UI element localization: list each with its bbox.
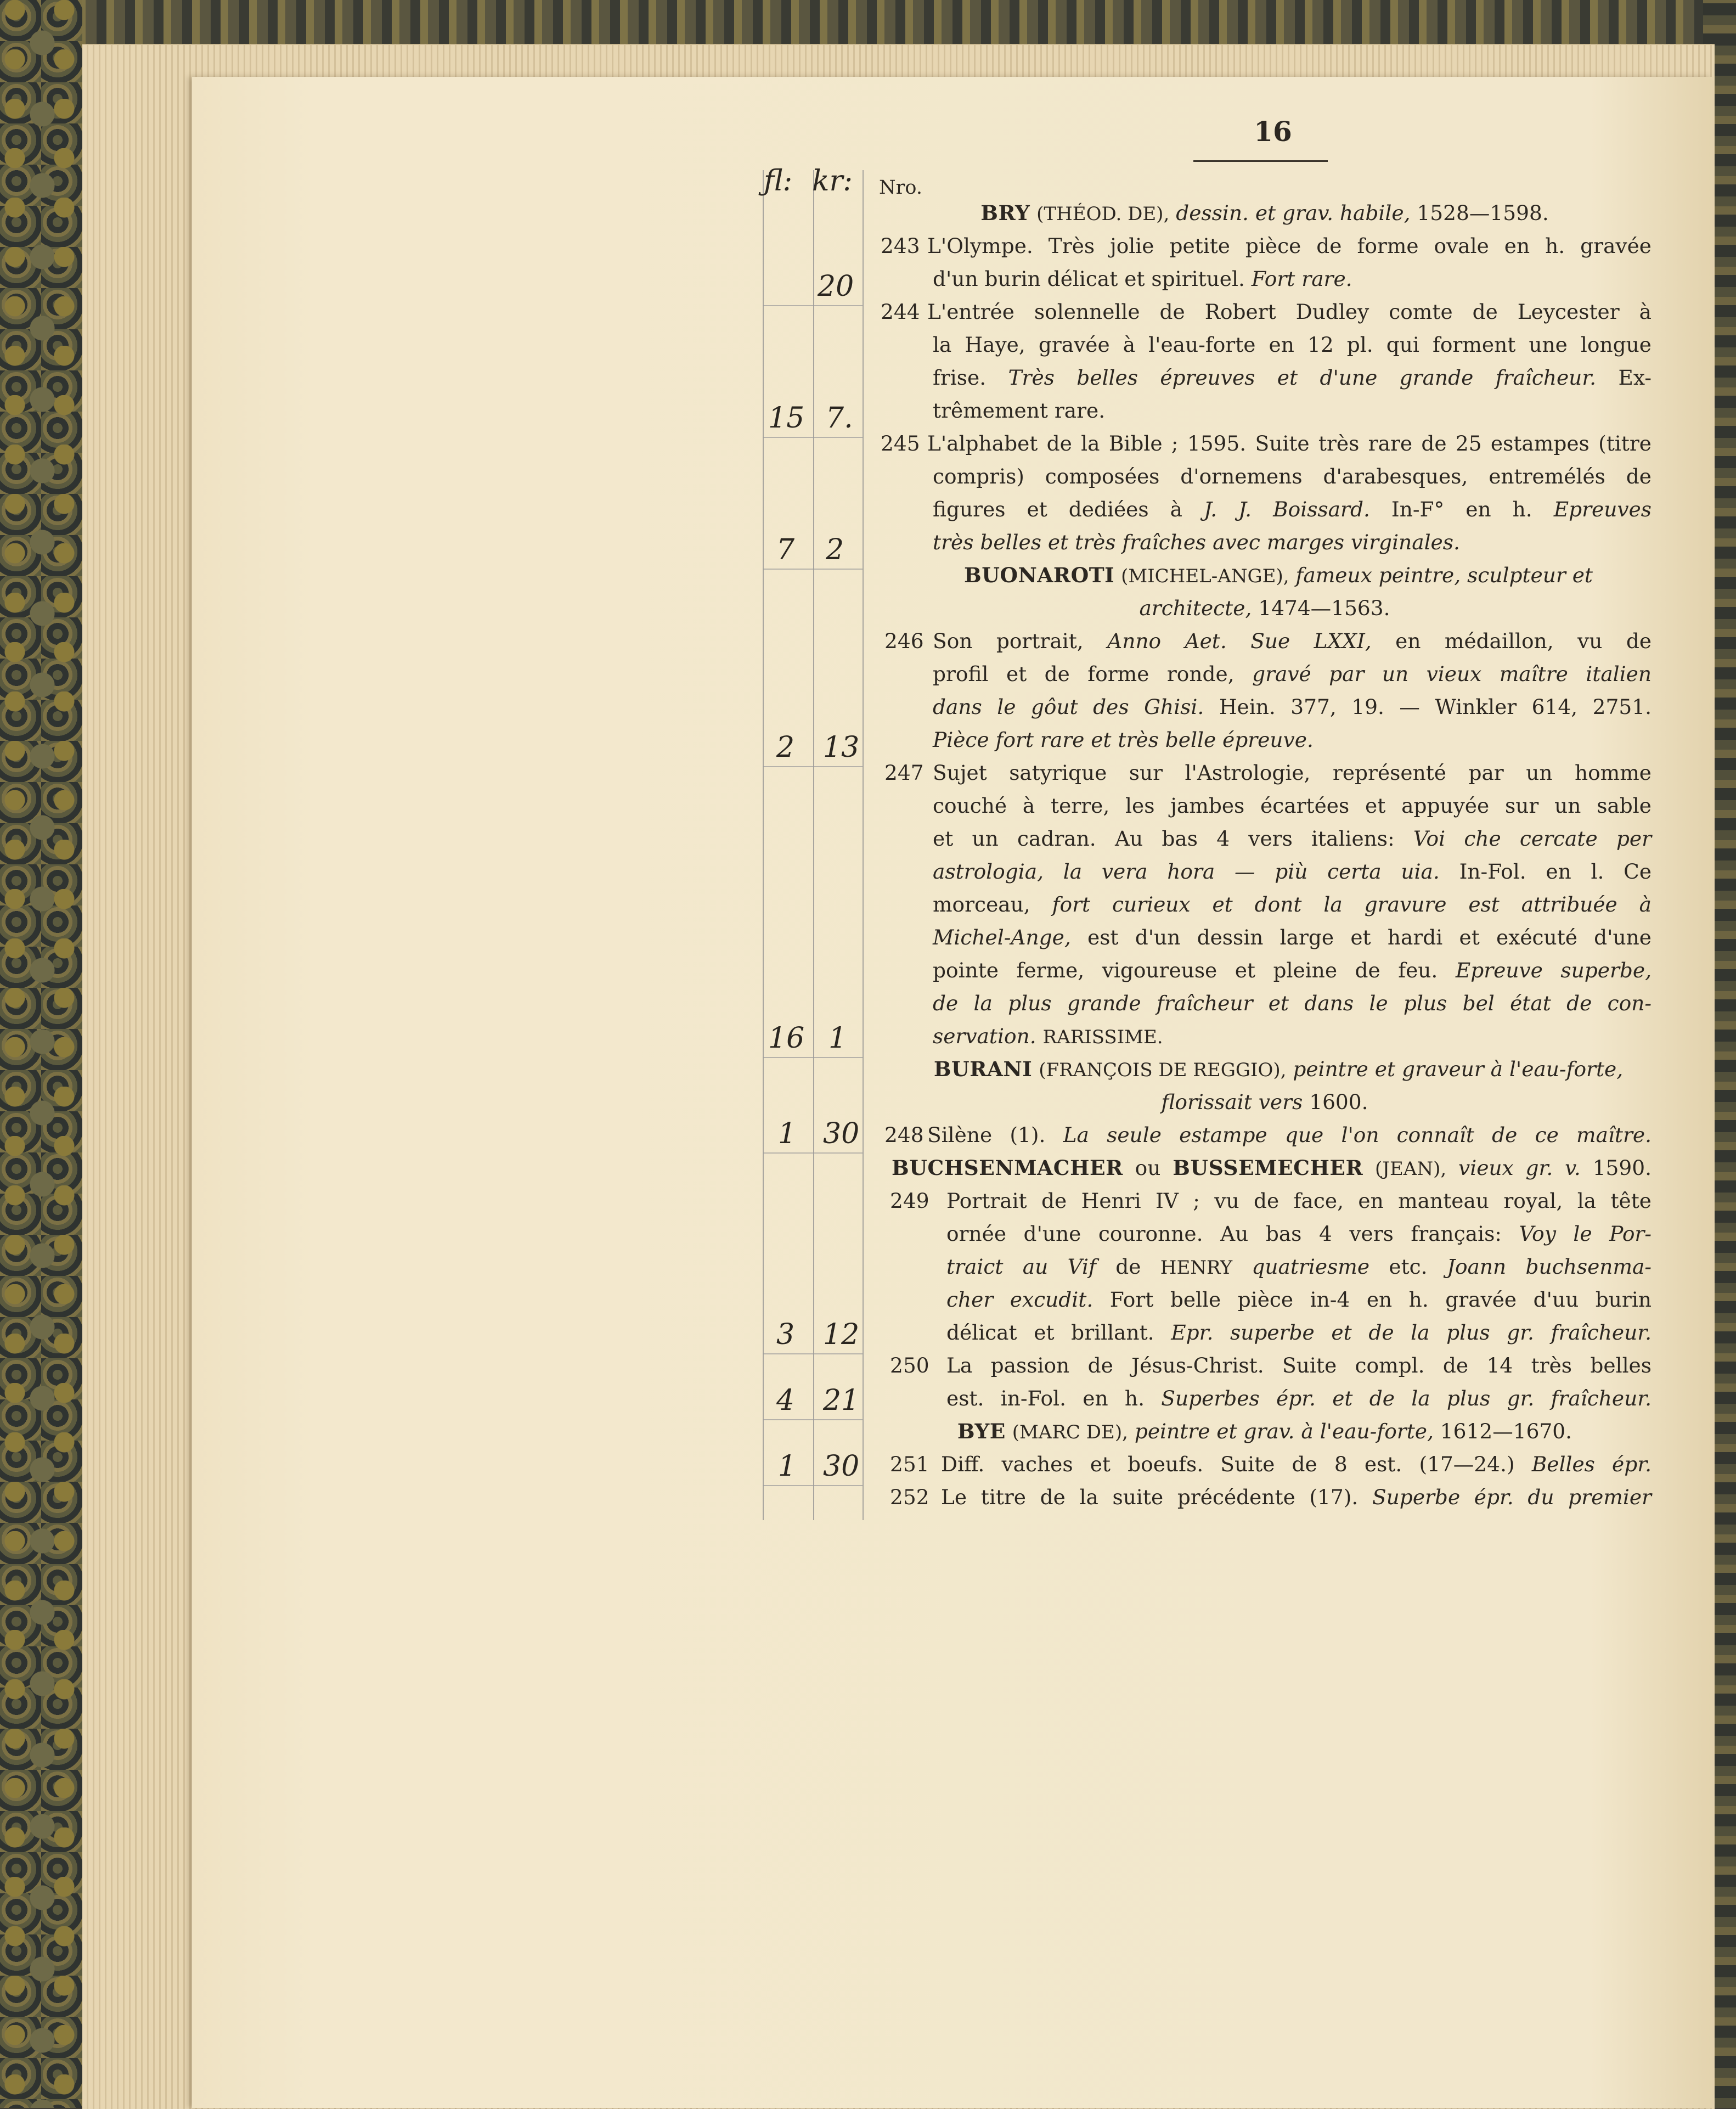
lot-line: profil et de forme ronde, gravé par un vieux maître italien [933,662,1652,686]
ledger-rule [763,569,863,570]
lot-line: et un cadran. Au bas 4 vers italiens: Voi che cercate per [933,826,1652,851]
lot-line: Le titre de la suite précédente (17). Superbe épr. du premier [941,1485,1652,1509]
price-florins: 1 [778,1117,797,1150]
book-cover-marbled-top [0,0,1736,49]
column-rule-left [763,170,764,1520]
artist-heading-buchsenmacher: BUCHSENMACHER ou BUSSEMECHER (JEAN), vieux gr. v. 1590. [892,1156,1652,1180]
lot-number: 247 [884,761,924,785]
artist-heading-buonaroti-cont: architecte, 1474—1563. [1139,596,1390,620]
lot-number: 244 [881,300,920,324]
price-kreuzer: 1 [828,1022,847,1055]
lot-line: Son portrait, Anno Aet. Sue LXXI, en médaillon, vu de [933,629,1652,653]
lot-number: 248 [884,1123,924,1147]
column-rule-right [863,170,864,1520]
lot-line: Sujet satyrique sur l'Astrologie, représenté par un homme [933,761,1652,785]
lot-line: Diff. vaches et boeufs. Suite de 8 est. (17—24.) Belles épr. [941,1452,1652,1476]
price-kreuzer: 13 [823,731,860,764]
lot-line: La passion de Jésus-Christ. Suite compl. de 14 très belles [946,1353,1652,1377]
lot-number: 246 [884,629,924,653]
nro-column-header: Nro. [879,177,922,199]
lot-line: très belles et très fraîches avec marges virginales. [933,530,1460,554]
ledger-rule [763,437,863,438]
price-kreuzer: 21 [823,1384,860,1417]
lot-line: compris) composées d'ornemens d'arabesques, entremélés de [933,464,1652,488]
lot-line: ornée d'une couronne. Au bas 4 vers français: Voy le Por- [946,1222,1652,1246]
page-number: 16 [1254,115,1292,148]
artist-heading-buonaroti: BUONAROTI (MICHEL-ANGE), fameux peintre, sculpteur et [964,563,1593,587]
lot-line: L'alphabet de la Bible ; 1595. Suite très rare de 25 estampes (titre [927,431,1652,455]
artist-heading-burani: BURANI (FRANÇOIS DE REGGIO), peintre et graveur à l'eau-forte, [933,1057,1624,1081]
lot-number: 243 [881,234,920,258]
lot-line: la Haye, gravée à l'eau-forte en 12 pl. qui forment une longue [933,333,1652,357]
lot-line: couché à terre, les jambes écartées et appuyée sur un sable [933,794,1652,818]
lot-line: cher excudit. Fort belle pièce in-4 en h. gravée d'uu burin [946,1287,1652,1312]
price-florins: 16 [768,1022,805,1055]
price-florins: 15 [768,402,805,435]
lot-line: dans le gôut des Ghisi. Hein. 377, 19. — Winkler 614, 2751. [933,695,1652,719]
price-kreuzer: 7. [826,402,853,435]
lot-line: trêmement rare. [933,398,1106,423]
lot-line: Portrait de Henri IV ; vu de face, en manteau royal, la tête [946,1189,1652,1213]
lot-line: L'Olympe. Très jolie petite pièce de forme ovale en h. gravée [927,234,1652,258]
price-florins: 4 [776,1384,795,1417]
lot-line: Pièce fort rare et très belle épreuve. [933,728,1314,752]
lot-line: morceau, fort curieux et dont la gravure est attribuée à [933,892,1652,916]
price-kreuzer: 20 [818,270,854,303]
lot-number: 251 [890,1452,929,1476]
artist-heading-bry: BRY (THÉOD. DE), dessin. et grav. habile, 1528—1598. [980,201,1549,225]
lot-line: traict au Vif de HENRY quatriesme etc. Joann buchsenma- [946,1255,1652,1279]
lot-line: de la plus grande fraîcheur et dans le plus bel état de con- [933,991,1652,1015]
lot-line: d'un burin délicat et spirituel. Fort rare. [933,267,1352,291]
lot-line: délicat et brillant. Epr. superbe et de la plus gr. fraîcheur. [946,1320,1652,1345]
price-florins: 1 [778,1450,797,1483]
lot-line: L'entrée solennelle de Robert Dudley comte de Leycester à [927,300,1652,324]
price-florins: 7 [776,533,795,566]
lot-line: Silène (1). La seule estampe que l'on connaît de ce maître. [927,1123,1652,1147]
lot-line: figures et dediées à J. J. Boissard. In-F° en h. Epreuves [933,497,1652,521]
lot-line: frise. Très belles épreuves et d'une grande fraîcheur. Ex- [933,365,1652,390]
price-kreuzer: 30 [823,1117,860,1150]
artist-heading-bye: BYE (MARC DE), peintre et grav. à l'eau-forte, 1612—1670. [957,1419,1572,1443]
price-kreuzer: 2 [826,533,844,566]
artist-heading-burani-cont: florissait vers 1600. [1161,1090,1368,1114]
ledger-rule [763,1353,863,1354]
lot-number: 249 [890,1189,929,1213]
ledger-rule [763,1485,863,1486]
ledger-rule [763,766,863,767]
lot-line: servation. RARISSIME. [933,1024,1163,1048]
lot-number: 252 [890,1485,929,1509]
ledger-rule [763,305,863,306]
ledger-rule [763,1057,863,1058]
lot-line: est. in-Fol. en h. Superbes épr. et de la plus gr. fraîcheur. [946,1386,1652,1410]
ledger-rule [763,1419,863,1420]
price-kreuzer: 30 [823,1450,860,1483]
lot-number: 245 [881,431,920,455]
ledger-rule [763,1152,863,1154]
price-kreuzer: 12 [823,1318,860,1351]
price-florins: 2 [776,731,795,764]
florins-column-header: ƒl: [764,165,793,198]
book-cover-marbled-left [0,0,82,2108]
kreuzer-column-header: kr: [812,165,853,198]
lot-line: pointe ferme, vigoureuse et pleine de feu. Epreuve superbe, [933,958,1652,982]
lot-line: astrologia, la vera hora — più certa uia. In-Fol. en l. Ce [933,859,1652,884]
page-number-rule [1193,160,1328,162]
lot-number: 250 [890,1353,929,1377]
price-florins: 3 [776,1318,795,1351]
column-rule-middle [813,170,814,1520]
lot-line: Michel-Ange, est d'un dessin large et hardi et exécuté d'une [933,925,1652,949]
